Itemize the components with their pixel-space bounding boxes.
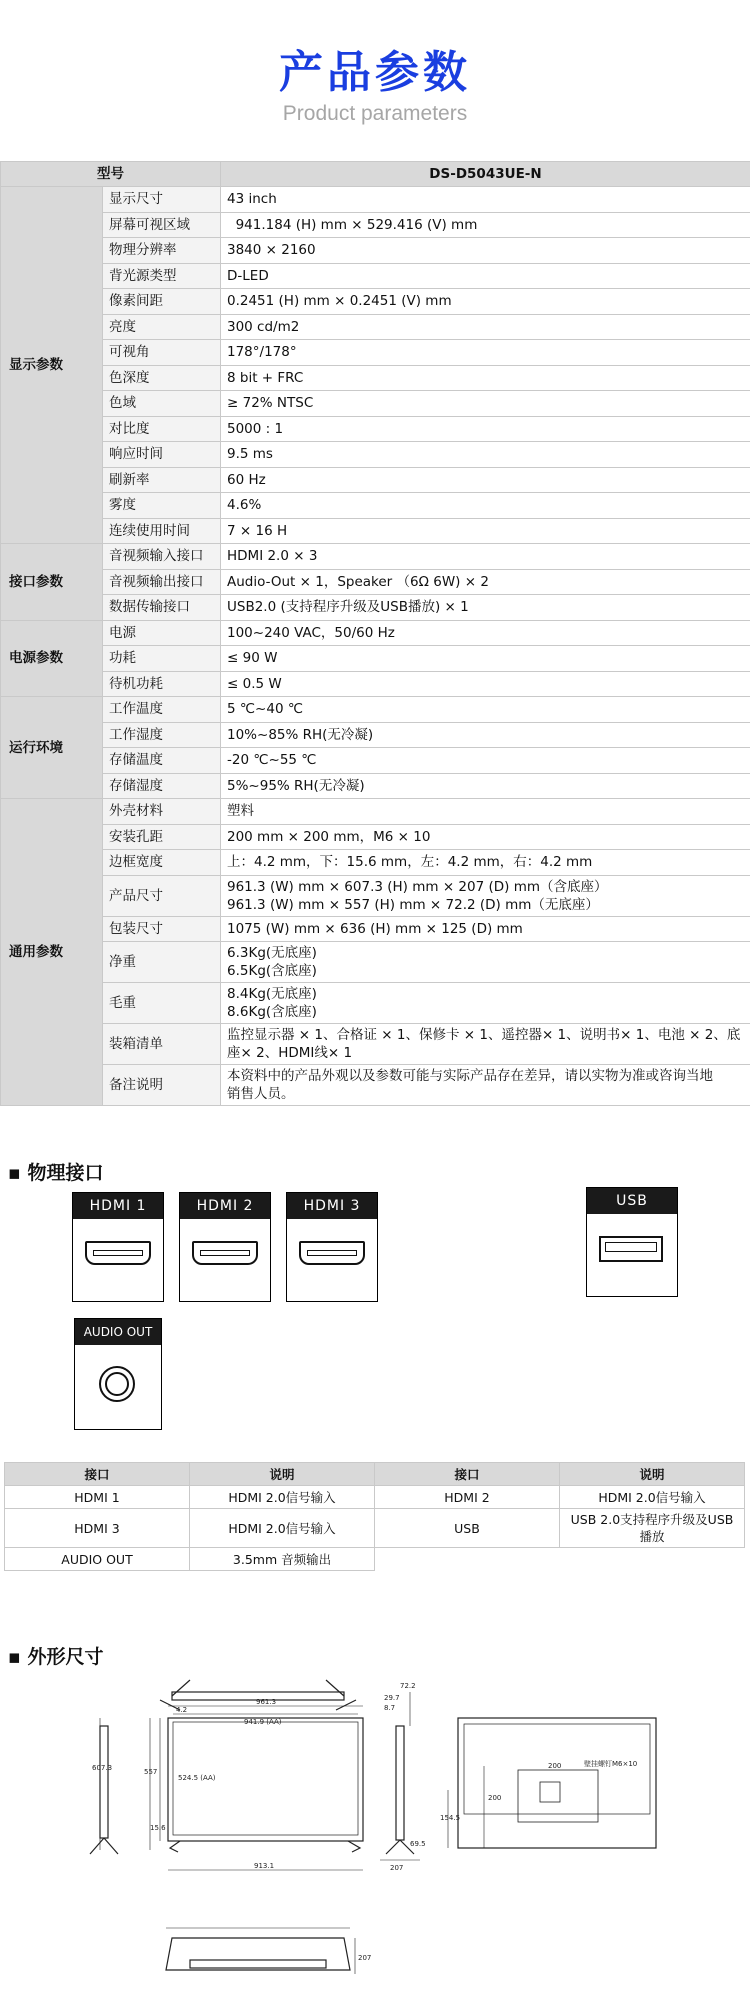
dim-bottom-bezel: 15.6 (150, 1824, 166, 1832)
hdmi-1-port (72, 1192, 164, 1302)
port-table-heading: 接口 (375, 1463, 560, 1486)
dim-top-bezel: 4.2 (176, 1706, 188, 1714)
spec-key: 色深度 (103, 365, 221, 391)
spec-value-line: 5%~95% RH(无冷凝) (227, 777, 365, 794)
spec-row (1, 467, 750, 493)
spec-row (1, 1024, 750, 1065)
spec-value-line: 监控显示器 × 1、合格证 × 1、保修卡 × 1、遥控器× 1、说明书× 1、电池 × 2、底 (227, 1027, 741, 1043)
dim-depth-5: 207 (390, 1864, 404, 1872)
port-label: HDMI 3 (287, 1193, 377, 1219)
spec-key: 色域 (103, 391, 221, 417)
spec-value (221, 569, 750, 595)
spec-key: 工作温度 (103, 697, 221, 723)
spec-header-row (1, 162, 750, 187)
spec-key: 外壳材料 (103, 799, 221, 825)
spec-value-line: 8.6Kg(含底座) (227, 1004, 317, 1020)
spec-value-line: ≥ 72% NTSC (227, 395, 314, 412)
spec-value-line: 6.5Kg(含底座) (227, 963, 317, 979)
spec-row (1, 595, 750, 621)
hdmi-port-icon (85, 1241, 151, 1265)
spec-value-line: ≤ 0.5 W (227, 675, 282, 692)
spec-value (221, 467, 750, 493)
spec-value (221, 442, 750, 468)
spec-value-line: 8 bit + FRC (227, 369, 304, 386)
spec-value (221, 722, 750, 748)
dim-mount-screw: 壁挂螺钉M6×10 (584, 1760, 638, 1768)
spec-value-line: 7 × 16 H (227, 522, 288, 539)
spec-row (1, 518, 750, 544)
spec-key: 雾度 (103, 493, 221, 519)
spec-key: 产品尺寸 (103, 875, 221, 916)
spec-value-line: 5000 : 1 (227, 420, 284, 437)
spec-key: 数据传输接口 (103, 595, 221, 621)
hdmi-port-icon (192, 1241, 258, 1265)
page-header (0, 0, 750, 160)
audio-jack-icon (99, 1366, 135, 1402)
spec-value (221, 340, 750, 366)
spec-value-line: HDMI 2.0 × 3 (227, 548, 318, 565)
spec-value-line: 3840 × 2160 (227, 242, 316, 259)
usb-port (586, 1187, 678, 1297)
spec-key: 显示尺寸 (103, 187, 221, 213)
spec-row (1, 850, 750, 876)
spec-value (221, 1024, 750, 1065)
spec-value-line: 961.3 (W) mm × 607.3 (H) mm × 207 (D) mm（含底座） (227, 878, 608, 895)
port-table-heading: 说明 (190, 1463, 375, 1486)
dim-width-aa: 941.9 (AA) (244, 1718, 282, 1726)
dim-depth-base: 913.1 (254, 1862, 275, 1870)
spec-value (221, 391, 750, 417)
dimensions-section-title: ▪ 外形尺寸 (8, 1646, 104, 1668)
spec-row (1, 493, 750, 519)
port-label: AUDIO OUT (75, 1319, 161, 1345)
spec-key: 备注说明 (103, 1065, 221, 1106)
spec-value-line: D-LED (227, 267, 269, 284)
spec-value (221, 850, 750, 876)
audio-out-port (74, 1318, 162, 1430)
port-table-cell: AUDIO OUT (5, 1548, 190, 1571)
spec-value (221, 289, 750, 315)
model-label: 型号 (1, 162, 221, 187)
spec-value-line: 100~240 VAC，50/60 Hz (227, 624, 395, 641)
spec-value-line: 8.4Kg(无底座) (227, 986, 317, 1002)
ports-section-title: ▪ 物理接口 (8, 1162, 104, 1184)
port-table-empty (375, 1548, 745, 1571)
spec-value (221, 1065, 750, 1106)
port-table-cell: HDMI 2.0信号输入 (190, 1509, 375, 1548)
spec-row (1, 340, 750, 366)
spec-value-line: 座× 2、HDMI线× 1 (227, 1045, 353, 1061)
spec-value (221, 595, 750, 621)
usb-port-icon (599, 1236, 663, 1262)
spec-key: 工作湿度 (103, 722, 221, 748)
port-table (4, 1462, 745, 1571)
spec-key: 亮度 (103, 314, 221, 340)
spec-row (1, 620, 750, 646)
spec-row (1, 916, 750, 942)
dim-depth-2: 29.7 (384, 1694, 400, 1702)
spec-value-line: 塑料 (227, 803, 254, 820)
port-label: HDMI 1 (73, 1193, 163, 1219)
spec-row (1, 314, 750, 340)
page-subtitle: Product parameters (282, 102, 468, 125)
spec-value (221, 187, 750, 213)
spec-row (1, 875, 750, 916)
spec-value (221, 942, 750, 983)
spec-value-line: -20 ℃~55 ℃ (227, 752, 317, 769)
port-table-cell: HDMI 1 (5, 1486, 190, 1509)
spec-row (1, 569, 750, 595)
port-label: HDMI 2 (180, 1193, 270, 1219)
spec-value (221, 875, 750, 916)
spec-category: 显示参数 (1, 187, 103, 544)
spec-category: 通用参数 (1, 799, 103, 1106)
spec-row (1, 942, 750, 983)
port-table-cell: 3.5mm 音频输出 (190, 1548, 375, 1571)
spec-value (221, 799, 750, 825)
spec-key: 净重 (103, 942, 221, 983)
spec-row (1, 671, 750, 697)
spec-row (1, 748, 750, 774)
spec-value-line: 178°/178° (227, 344, 297, 361)
spec-row (1, 391, 750, 417)
spec-key: 刷新率 (103, 467, 221, 493)
spec-value (221, 697, 750, 723)
spec-row (1, 824, 750, 850)
spec-value (221, 824, 750, 850)
spec-row (1, 442, 750, 468)
port-table-header (5, 1463, 745, 1486)
spec-value-line: 5 ℃~40 ℃ (227, 701, 303, 718)
spec-row (1, 365, 750, 391)
spec-key: 电源 (103, 620, 221, 646)
spec-key: 边框宽度 (103, 850, 221, 876)
spec-key: 安装孔距 (103, 824, 221, 850)
spec-value-line: 本资料中的产品外观以及参数可能与实际产品存在差异，请以实物为准或咨询当地 (227, 1068, 713, 1084)
spec-value-line: 6.3Kg(无底座) (227, 945, 317, 961)
spec-value (221, 916, 750, 942)
port-table-row (5, 1486, 745, 1509)
dim-height-body: 557 (144, 1768, 158, 1776)
model-value: DS-D5043UE-N (221, 162, 750, 187)
spec-value-line: 1075 (W) mm × 636 (H) mm × 125 (D) mm (227, 920, 523, 937)
spec-value-line: Audio-Out × 1，Speaker （6Ω 6W) × 2 (227, 573, 489, 590)
spec-row (1, 983, 750, 1024)
hdmi-3-port (286, 1192, 378, 1302)
spec-key: 待机功耗 (103, 671, 221, 697)
port-table-row (5, 1509, 745, 1548)
hdmi-port-icon (299, 1241, 365, 1265)
dim-vesa-3: 200 (548, 1762, 562, 1770)
spec-key: 毛重 (103, 983, 221, 1024)
spec-value-line: USB2.0 (支持程序升级及USB播放) × 1 (227, 599, 469, 616)
spec-row (1, 1065, 750, 1106)
spec-value-line: ≤ 90 W (227, 650, 278, 667)
spec-row (1, 799, 750, 825)
spec-key: 屏幕可视区域 (103, 212, 221, 238)
spec-key: 响应时间 (103, 442, 221, 468)
dimension-drawing (0, 1670, 750, 2005)
spec-value-line: 43 inch (227, 191, 277, 208)
spec-value (221, 416, 750, 442)
spec-key: 物理分辨率 (103, 238, 221, 264)
spec-value (221, 212, 750, 238)
dim-width-total: 961.3 (256, 1698, 277, 1706)
spec-category: 电源参数 (1, 620, 103, 697)
spec-value (221, 983, 750, 1024)
spec-value-line: 200 mm × 200 mm，M6 × 10 (227, 828, 431, 845)
port-label: USB (587, 1188, 677, 1214)
port-table-heading: 接口 (5, 1463, 190, 1486)
spec-key: 连续使用时间 (103, 518, 221, 544)
port-table-cell: HDMI 2.0信号输入 (560, 1486, 745, 1509)
spec-row (1, 416, 750, 442)
spec-value (221, 314, 750, 340)
port-table-cell: HDMI 3 (5, 1509, 190, 1548)
spec-key: 像素间距 (103, 289, 221, 315)
port-table-heading: 说明 (560, 1463, 745, 1486)
dim-bottom-depth: 207 (358, 1954, 372, 1962)
spec-row (1, 187, 750, 213)
spec-value (221, 263, 750, 289)
spec-row (1, 238, 750, 264)
dim-depth-1: 72.2 (400, 1682, 416, 1690)
hdmi-2-port (179, 1192, 271, 1302)
spec-key: 背光源类型 (103, 263, 221, 289)
spec-value (221, 544, 750, 570)
dim-vesa-2: 154.5 (440, 1814, 461, 1822)
spec-row (1, 773, 750, 799)
spec-key: 对比度 (103, 416, 221, 442)
spec-key: 功耗 (103, 646, 221, 672)
spec-value (221, 748, 750, 774)
spec-value (221, 518, 750, 544)
spec-row (1, 289, 750, 315)
spec-key: 音视频输入接口 (103, 544, 221, 570)
spec-value-line: 60 Hz (227, 471, 266, 488)
spec-value (221, 493, 750, 519)
dim-height-total: 607.3 (92, 1764, 113, 1772)
spec-row (1, 697, 750, 723)
spec-row (1, 263, 750, 289)
spec-key: 包装尺寸 (103, 916, 221, 942)
spec-table (0, 161, 750, 1106)
port-table-cell: USB (375, 1509, 560, 1548)
spec-row (1, 544, 750, 570)
dim-depth-4: 69.5 (410, 1840, 426, 1848)
spec-value (221, 365, 750, 391)
spec-value-line: 4.6% (227, 497, 262, 514)
spec-value-line: 上：4.2 mm，下：15.6 mm，左：4.2 mm，右：4.2 mm (227, 854, 593, 871)
dim-vesa-1: 200 (488, 1794, 502, 1802)
spec-key: 可视角 (103, 340, 221, 366)
spec-value (221, 671, 750, 697)
spec-key: 装箱清单 (103, 1024, 221, 1065)
port-table-cell: HDMI 2 (375, 1486, 560, 1509)
spec-row (1, 646, 750, 672)
spec-value-line: 9.5 ms (227, 446, 273, 463)
spec-value (221, 773, 750, 799)
spec-value (221, 620, 750, 646)
spec-row (1, 212, 750, 238)
spec-value-line: 961.3 (W) mm × 557 (H) mm × 72.2 (D) mm（无底座） (227, 896, 599, 913)
spec-category: 接口参数 (1, 544, 103, 621)
spec-value-line: 10%~85% RH(无冷凝) (227, 726, 374, 743)
spec-value-line: 销售人员。 (227, 1086, 295, 1102)
spec-value-line: 0.2451 (H) mm × 0.2451 (V) mm (227, 293, 452, 310)
spec-key: 存储湿度 (103, 773, 221, 799)
spec-row (1, 722, 750, 748)
spec-value (221, 238, 750, 264)
port-table-cell: USB 2.0支持程序升级及USB 播放 (560, 1509, 745, 1548)
port-table-row (5, 1548, 745, 1571)
dim-depth-3: 8.7 (384, 1704, 396, 1712)
spec-key: 音视频输出接口 (103, 569, 221, 595)
spec-value-line: 941.184 (H) mm × 529.416 (V) mm (227, 216, 478, 233)
spec-value-line: 300 cd/m2 (227, 318, 300, 335)
spec-key: 存储温度 (103, 748, 221, 774)
spec-value (221, 646, 750, 672)
dim-height-aa: 524.5 (AA) (178, 1774, 216, 1782)
port-table-cell: HDMI 2.0信号输入 (190, 1486, 375, 1509)
page-title: 产品参数 (279, 47, 471, 98)
spec-category: 运行环境 (1, 697, 103, 799)
